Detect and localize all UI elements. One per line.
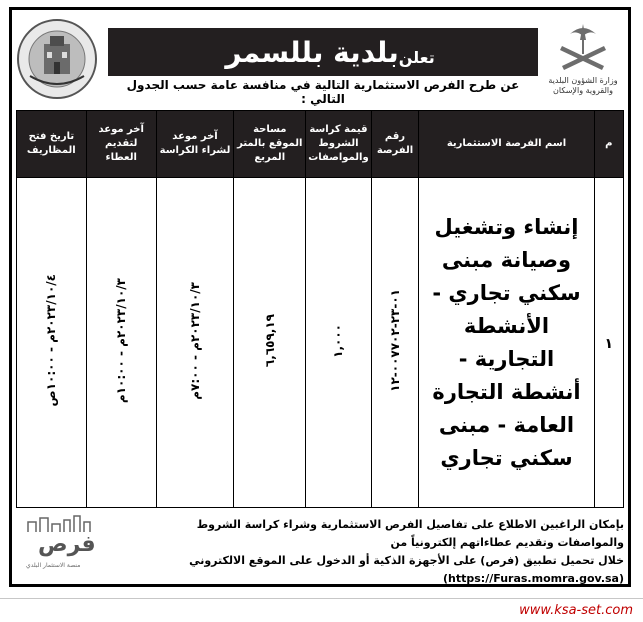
- column-header: رقم الفرصة: [371, 111, 419, 178]
- buy-deadline: ٢٠٢٣/١٠/٣م - ٧:٠٠م: [188, 281, 202, 400]
- opening-date-cell: [17, 178, 87, 508]
- divider: [0, 598, 643, 599]
- table-header-row: [17, 111, 624, 178]
- opportunity-name: إنشاء وتشغيل وصيانة مبنى سكني تجاري - الأنشطة التجارية - أنشطة التجارة العامة - مبنى سكني تجاري: [432, 214, 581, 470]
- footer-line-2: خلال تحميل تطبيق (فرص) على الأجهزة الذكية أو الدخول على الموقع الالكتروني (https://Furas.momra.gov.sa): [189, 554, 624, 585]
- row-number-cell: [594, 178, 623, 508]
- opportunity-id-cell: [371, 178, 419, 508]
- column-header: آخر موعد لتقديم العطاء: [86, 111, 156, 178]
- page-title: بلدية بللسمر: [225, 35, 399, 69]
- table-row: [17, 178, 624, 508]
- watermark-link[interactable]: www.ksa-set.com: [519, 603, 633, 618]
- site-area: ٦,٦٥٩,١٩: [262, 313, 277, 368]
- opportunities-table: [16, 110, 624, 508]
- column-header: م: [594, 111, 623, 178]
- column-header: آخر موعد لشراء الكراسة: [156, 111, 234, 178]
- column-header: قيمة كراسة الشروط والمواصفات: [306, 111, 371, 178]
- title-bar: [108, 28, 538, 76]
- opportunity-id: ٠١-٢٣-٠٠٧٧٠٢-١٢: [387, 289, 402, 392]
- municipality-seal-logo: [16, 18, 98, 100]
- footer-line-1: بإمكان الراغبين الاطلاع على تفاصيل الفرص الاستثمارية وشراء كراسة الشروط والمواصفات وتقديم عطاءاتهم إلكترونياً من: [196, 518, 624, 549]
- column-header: مساحة الموقع بالمتر المربع: [234, 111, 306, 178]
- site-area-cell: [234, 178, 306, 508]
- brochure-fee-cell: [306, 178, 371, 508]
- subtitle: عن طرح الفرص الاستثمارية التالية في منافسة عامة حسب الجدول التالي :: [126, 78, 520, 106]
- submit-deadline-cell: [86, 178, 156, 508]
- opening-date: ٢٠٢٣/١٠/٤م - ١٠:٠٠ص: [44, 274, 59, 407]
- footer-instructions: [134, 516, 624, 588]
- furas-logo-subtext: منصة الاستثمار البلدي: [26, 562, 81, 569]
- furas-logo: [20, 512, 128, 574]
- row-number: ١: [604, 336, 614, 352]
- submit-deadline: ٢٠٢٣/١٠/٣م - ١٠:٠٠م: [114, 277, 129, 404]
- column-header: اسم الفرصة الاستثمارية: [419, 111, 594, 178]
- title-prefix: تعلن: [398, 47, 435, 67]
- brochure-fee: ١,٠٠٠: [331, 323, 346, 358]
- furas-logo-text: فرص: [38, 532, 96, 557]
- buy-deadline-cell: [156, 178, 234, 508]
- footer: [16, 510, 624, 585]
- column-header: تاريخ فتح المظاريف: [17, 111, 87, 178]
- ministry-name: وزارة الشؤون البلدية والقروية والإسكان: [548, 76, 618, 95]
- opportunity-name-cell: [419, 178, 594, 508]
